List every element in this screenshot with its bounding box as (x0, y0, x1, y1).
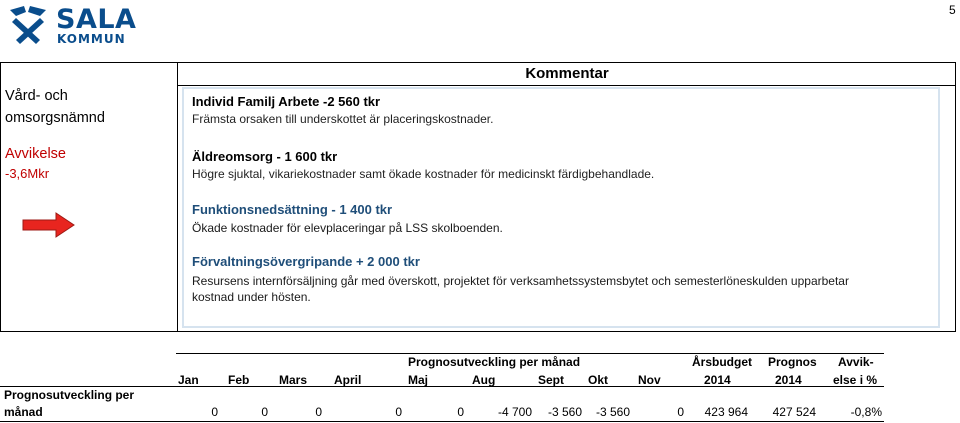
row-label-1: Prognosutveckling per (4, 388, 135, 402)
section-text-forvaltning: Resursens internförsäljning går med överskott, projektet för verksamhetssystemsbytet och semesterlöneskulden upparbetar (192, 274, 849, 288)
logo-sub: KOMMUN (57, 32, 126, 46)
page-number: 5 (949, 3, 956, 17)
unit-name-line1: Vård- och (5, 88, 68, 104)
section-text-ifa: Främsta orsaken till underskottet är placeringskostnader. (192, 112, 494, 126)
month-nov: Nov (638, 373, 661, 387)
value-okt: -3 560 (595, 405, 630, 419)
col-avvik-2: else i % (833, 373, 878, 387)
right-arrow-icon (22, 212, 76, 238)
col-prognos-1: Prognos (768, 355, 817, 369)
value-aug: -4 700 (497, 405, 532, 419)
logo-emblem-icon (6, 4, 50, 44)
month-jan: Jan (178, 373, 199, 387)
unit-name-line2: omsorgsnämnd (5, 110, 105, 126)
month-okt: Okt (588, 373, 609, 387)
deviation-label: Avvikelse (5, 146, 66, 162)
month-april: April (334, 373, 362, 387)
month-maj: Maj (408, 373, 429, 387)
value-feb: 0 (261, 405, 268, 419)
logo-name: SALA (56, 4, 137, 35)
section-text-forvaltning-cont: kostnad under hösten. (192, 290, 311, 304)
section-heading-forvaltning: Förvaltningsövergripande + 2 000 tkr (192, 254, 420, 269)
col-budget-1: Årsbudget (692, 355, 752, 369)
value-april: 0 (395, 405, 402, 419)
value-sept: -3 560 (547, 405, 582, 419)
month-aug: Aug (472, 373, 496, 387)
section-text-aldreomsorg: Högre sjuktal, vikariekostnader samt ökade kostnader för medicinskt färdigbehandlade. (192, 167, 655, 181)
sala-kommun-logo (6, 4, 137, 46)
value-nov: 0 (677, 405, 684, 419)
section-heading-aldreomsorg: Äldreomsorg - 1 600 tkr (192, 149, 338, 164)
table-bottom-rule (0, 421, 884, 422)
month-sept: Sept (538, 373, 565, 387)
unit-name (5, 85, 105, 129)
value-maj: 0 (457, 405, 464, 419)
section-heading-ifa: Individ Familj Arbete -2 560 tkr (192, 94, 381, 109)
section-heading-funktion: Funktionsnedsättning - 1 400 tkr (192, 202, 393, 217)
value-avvikelse: -0,8% (850, 405, 882, 419)
row-label-2: månad (4, 405, 43, 419)
col-avvik-1: Avvik- (838, 355, 874, 369)
comment-header: Kommentar (178, 62, 956, 86)
value-mars: 0 (315, 405, 322, 419)
table-top-rule (176, 353, 884, 354)
month-feb: Feb (228, 373, 250, 387)
value-jan: 0 (211, 405, 218, 419)
group-header: Prognosutveckling per månad (408, 355, 581, 369)
col-prognos-2: 2014 (775, 373, 802, 387)
col-budget-2: 2014 (704, 373, 731, 387)
table-header-rule (0, 386, 884, 387)
deviation-value: -3,6Mkr (5, 166, 50, 181)
value-budget: 423 964 (704, 405, 748, 419)
value-prognos: 427 524 (772, 405, 816, 419)
section-text-funktion: Ökade kostnader för elevplaceringar på LSS skolboenden. (192, 221, 503, 235)
month-mars: Mars (279, 373, 308, 387)
